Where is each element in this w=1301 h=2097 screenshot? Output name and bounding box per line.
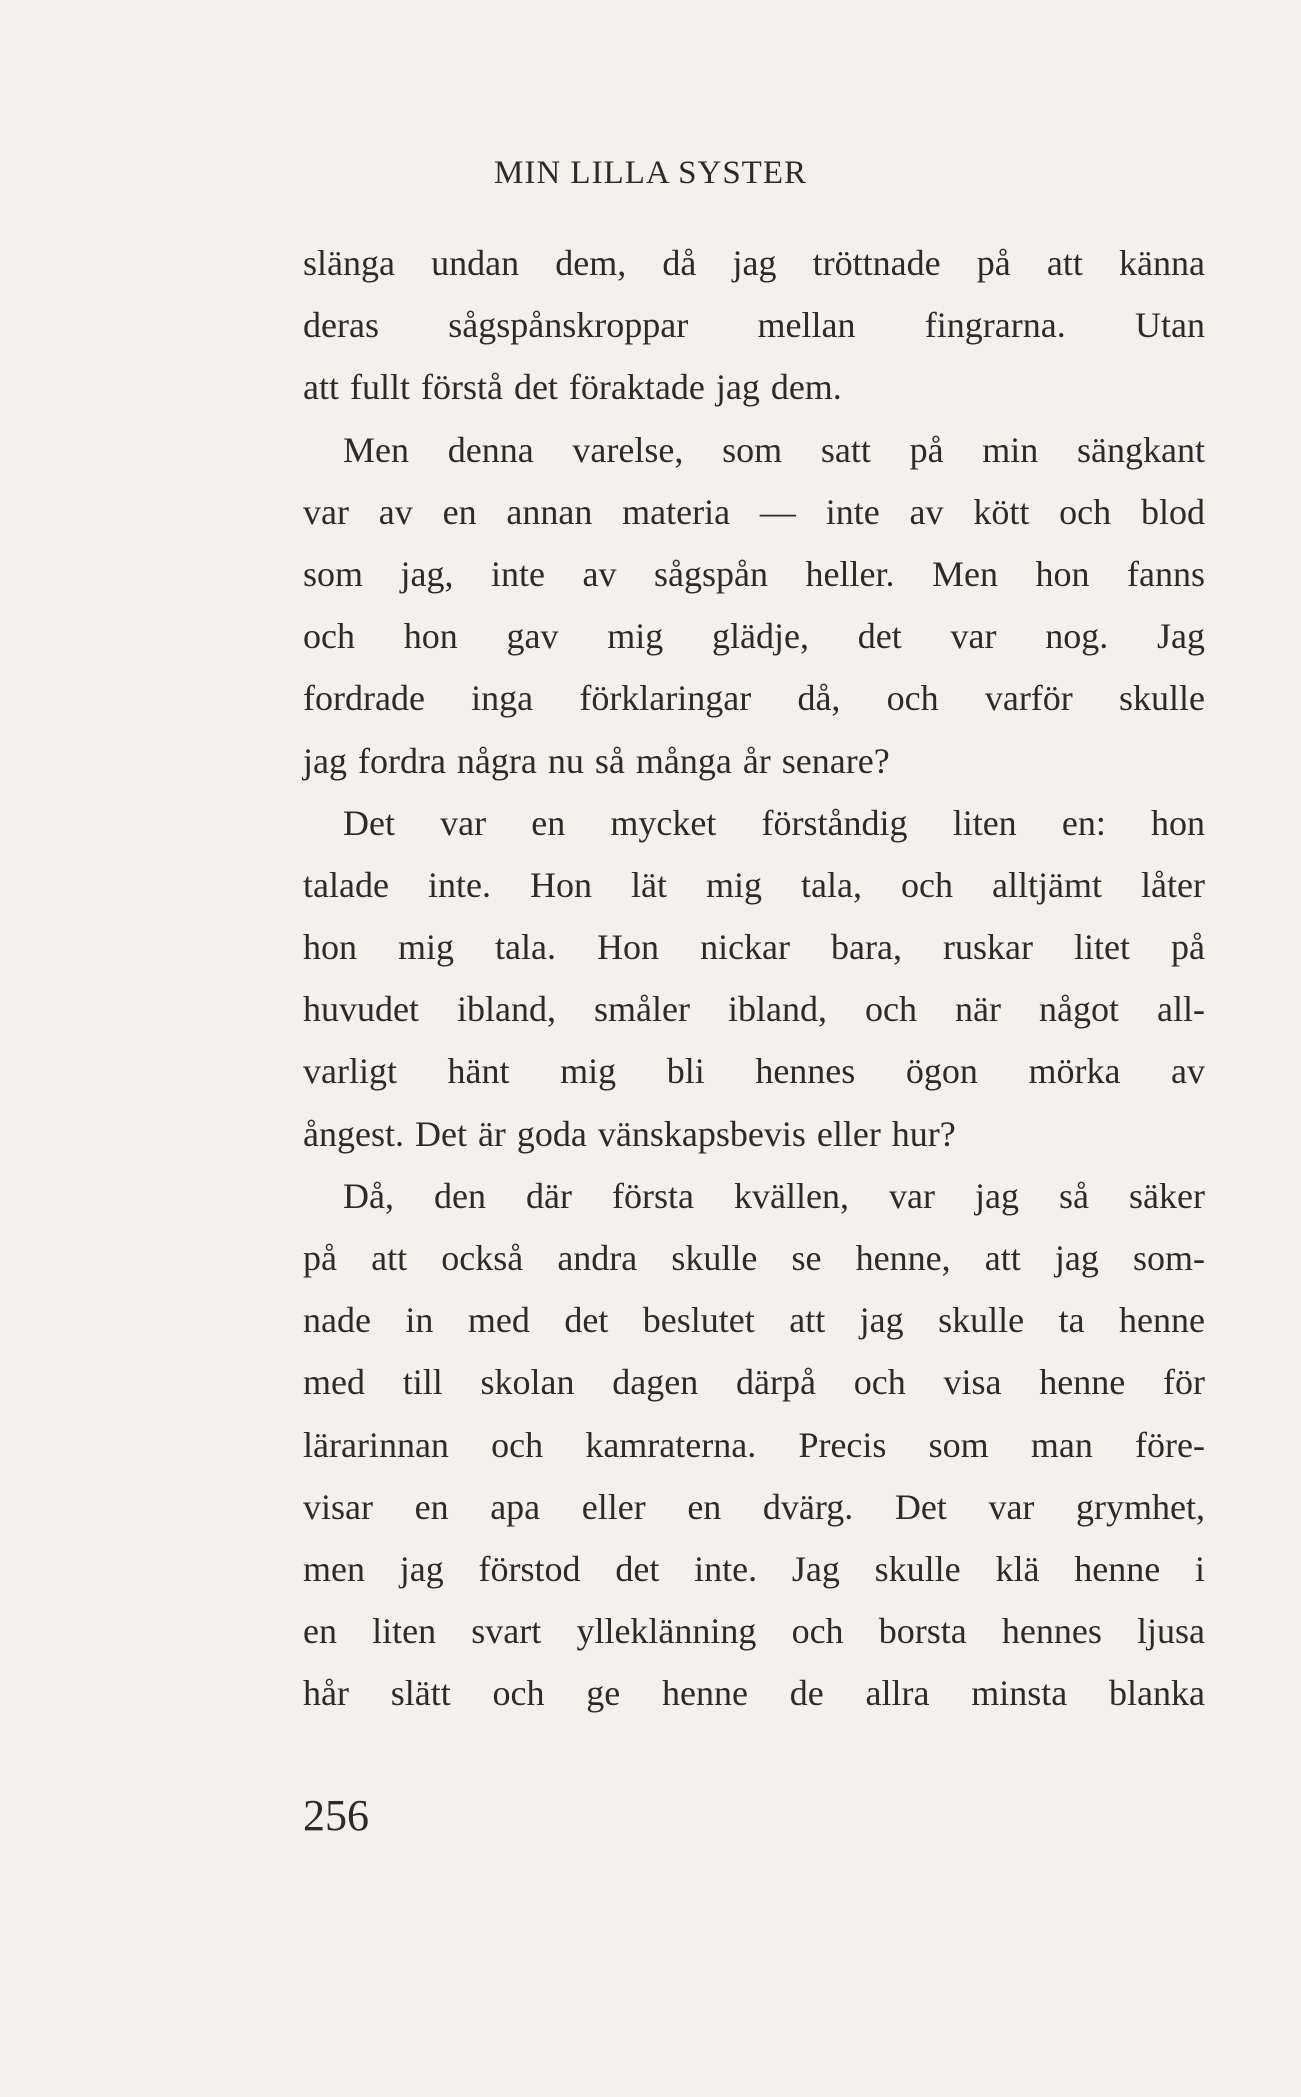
- text-line: deras sågspånskroppar mellan fingrarna. Utan: [303, 305, 1205, 346]
- text-line: talade inte. Hon lät mig tala, och alltjämt låter: [303, 864, 1205, 905]
- text-line: slänga undan dem, då jag tröttnade på att känna: [303, 243, 1205, 283]
- text-line: lärarinnan och kamraterna. Precis som man före-: [303, 1424, 1205, 1465]
- text-line: var av en annan materia — inte av kött och blod: [303, 491, 1205, 532]
- text-line: på att också andra skulle se henne, att jag som-: [303, 1238, 1205, 1278]
- text-line: och hon gav mig glädje, det var nog. Jag: [303, 616, 1205, 657]
- text-line: men jag förstod det inte. Jag skulle klä henne i: [303, 1548, 1205, 1589]
- body-text: [303, 232, 1205, 1725]
- text-line: med till skolan dagen därpå och visa henne för: [303, 1362, 1205, 1403]
- text-line: Men denna varelse, som satt på min sängkant: [343, 429, 1205, 470]
- text-line: Då, den där första kvällen, var jag så säker: [343, 1175, 1205, 1216]
- text-line: ångest. Det är goda vänskapsbevis eller hur?: [303, 1113, 956, 1154]
- text-line: hon mig tala. Hon nickar bara, ruskar litet på: [303, 927, 1205, 968]
- text-line: fordrade inga förklaringar då, och varför skulle: [303, 678, 1205, 719]
- text-line: visar en apa eller en dvärg. Det var grymhet,: [303, 1486, 1205, 1527]
- text-line: varligt hänt mig bli hennes ögon mörka av: [303, 1051, 1205, 1092]
- text-line: Det var en mycket förståndig liten en: hon: [343, 802, 1205, 843]
- text-line: som jag, inte av sågspån heller. Men hon fanns: [303, 553, 1205, 594]
- text-line: huvudet ibland, småler ibland, och när något all-: [303, 989, 1205, 1030]
- text-line: att fullt förstå det föraktade jag dem.: [303, 367, 842, 408]
- page-number: 256: [303, 1791, 369, 1840]
- text-line: nade in med det beslutet att jag skulle ta henne: [303, 1300, 1205, 1341]
- text-line: hår slätt och ge henne de allra minsta blanka: [303, 1673, 1205, 1714]
- running-head: MIN LILLA SYSTER: [494, 155, 807, 191]
- text-line: en liten svart ylleklänning och borsta hennes ljusa: [303, 1611, 1205, 1652]
- text-line: jag fordra några nu så många år senare?: [303, 740, 890, 781]
